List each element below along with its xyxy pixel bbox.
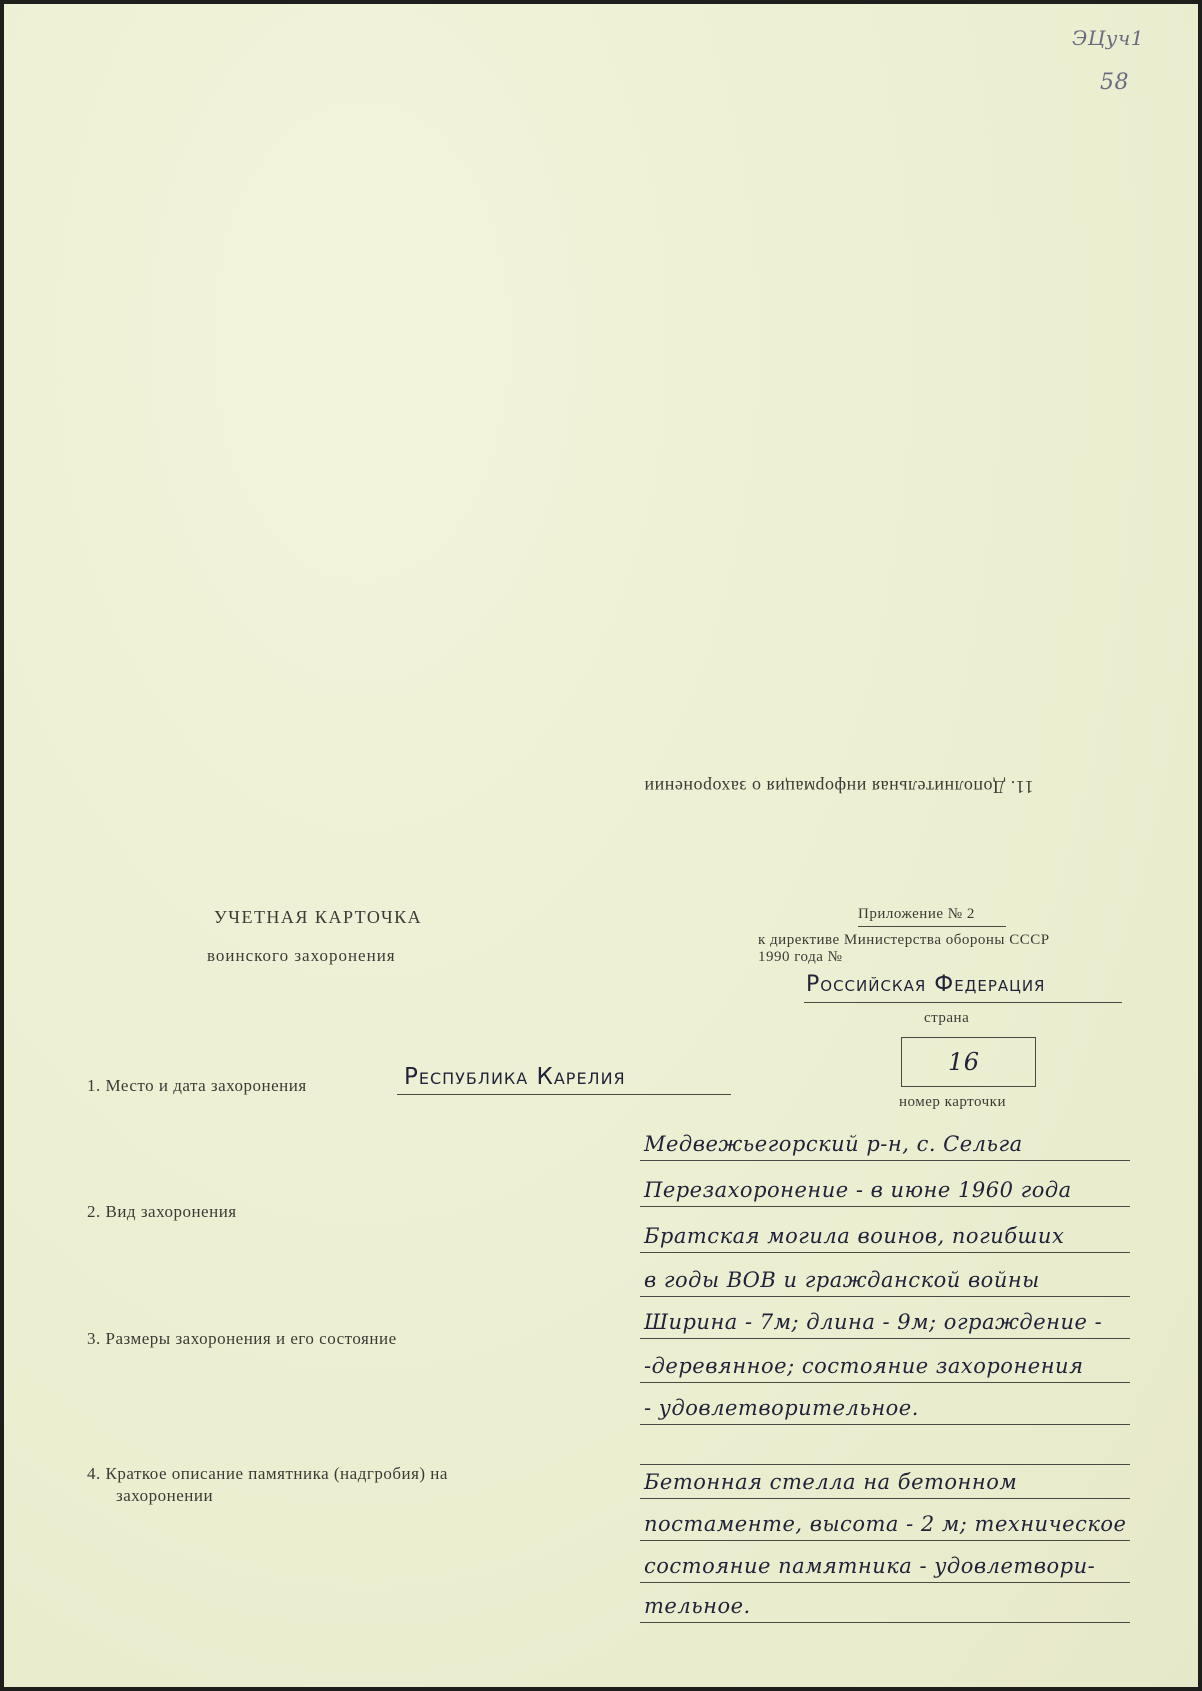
monument-line-4: тельное. [644, 1594, 751, 1618]
field-size-label: 3. Размеры захоронения и его состояние [87, 1329, 397, 1348]
card-title: УЧЕТНАЯ КАРТОЧКА [214, 907, 423, 927]
underline-6 [640, 1382, 1130, 1383]
card-number: 16 [948, 1048, 980, 1076]
underline-5 [640, 1338, 1130, 1339]
appendix-underline [858, 926, 1006, 927]
monument-line-2: постаменте, высота - 2 м; техническое [644, 1512, 1127, 1536]
handwritten-line-6: -деревянное; состояние захоронения [644, 1354, 1084, 1378]
field-place-label: 1. Место и дата захоронения [87, 1076, 307, 1095]
field-monument-label-line-2: захоронении [116, 1486, 214, 1505]
underline-8 [640, 1464, 1130, 1465]
underline-7 [640, 1424, 1130, 1425]
archive-code: ЭЦуч1 [1072, 26, 1145, 50]
field-place-underline [397, 1094, 731, 1095]
appendix-year: 1990 года № [758, 949, 843, 965]
field-type-label: 2. Вид захоронения [87, 1202, 237, 1221]
document-page [4, 4, 1198, 1687]
upside-down-section-11: 11. Дополнительная информация о захоронении [644, 777, 1034, 797]
handwritten-line-2: Перезахоронение - в июне 1960 года [644, 1178, 1072, 1202]
underline-4 [640, 1296, 1130, 1297]
monument-line-1: Бетонная стелла на бетонном [644, 1470, 1018, 1494]
underline-1 [640, 1160, 1130, 1161]
handwritten-line-4: в годы ВОВ и гражданской войны [644, 1268, 1040, 1292]
handwritten-line-1: Медвежьегорский р-н, с. Сельга [644, 1132, 1023, 1156]
monument-underline-4 [640, 1622, 1130, 1623]
country-label: страна [924, 1010, 970, 1026]
card-number-label: номер карточки [899, 1094, 1006, 1110]
field-place-value: Республика Карелия [404, 1064, 626, 1090]
archive-page-number: 58 [1100, 70, 1129, 95]
underline-2 [640, 1206, 1130, 1207]
monument-underline-3 [640, 1582, 1130, 1583]
monument-underline-2 [640, 1540, 1130, 1541]
handwritten-line-3: Братская могила воинов, погибших [644, 1224, 1065, 1248]
appendix-label: Приложение № 2 [858, 906, 975, 922]
appendix-directive: к директиве Министерства обороны СССР [758, 932, 1050, 948]
monument-underline-1 [640, 1498, 1130, 1499]
handwritten-line-5: Ширина - 7м; длина - 9м; ограждение - [644, 1310, 1103, 1334]
field-monument-label-line-1: 4. Краткое описание памятника (надгробия) на [87, 1464, 448, 1483]
country-value: Российская Федерация [806, 972, 1046, 997]
underline-3 [640, 1252, 1130, 1253]
handwritten-line-7: - удовлетворительное. [644, 1396, 919, 1420]
country-underline [804, 1002, 1122, 1003]
monument-line-3: состояние памятника - удовлетвори- [644, 1554, 1096, 1578]
card-subtitle: воинского захоронения [207, 946, 396, 965]
